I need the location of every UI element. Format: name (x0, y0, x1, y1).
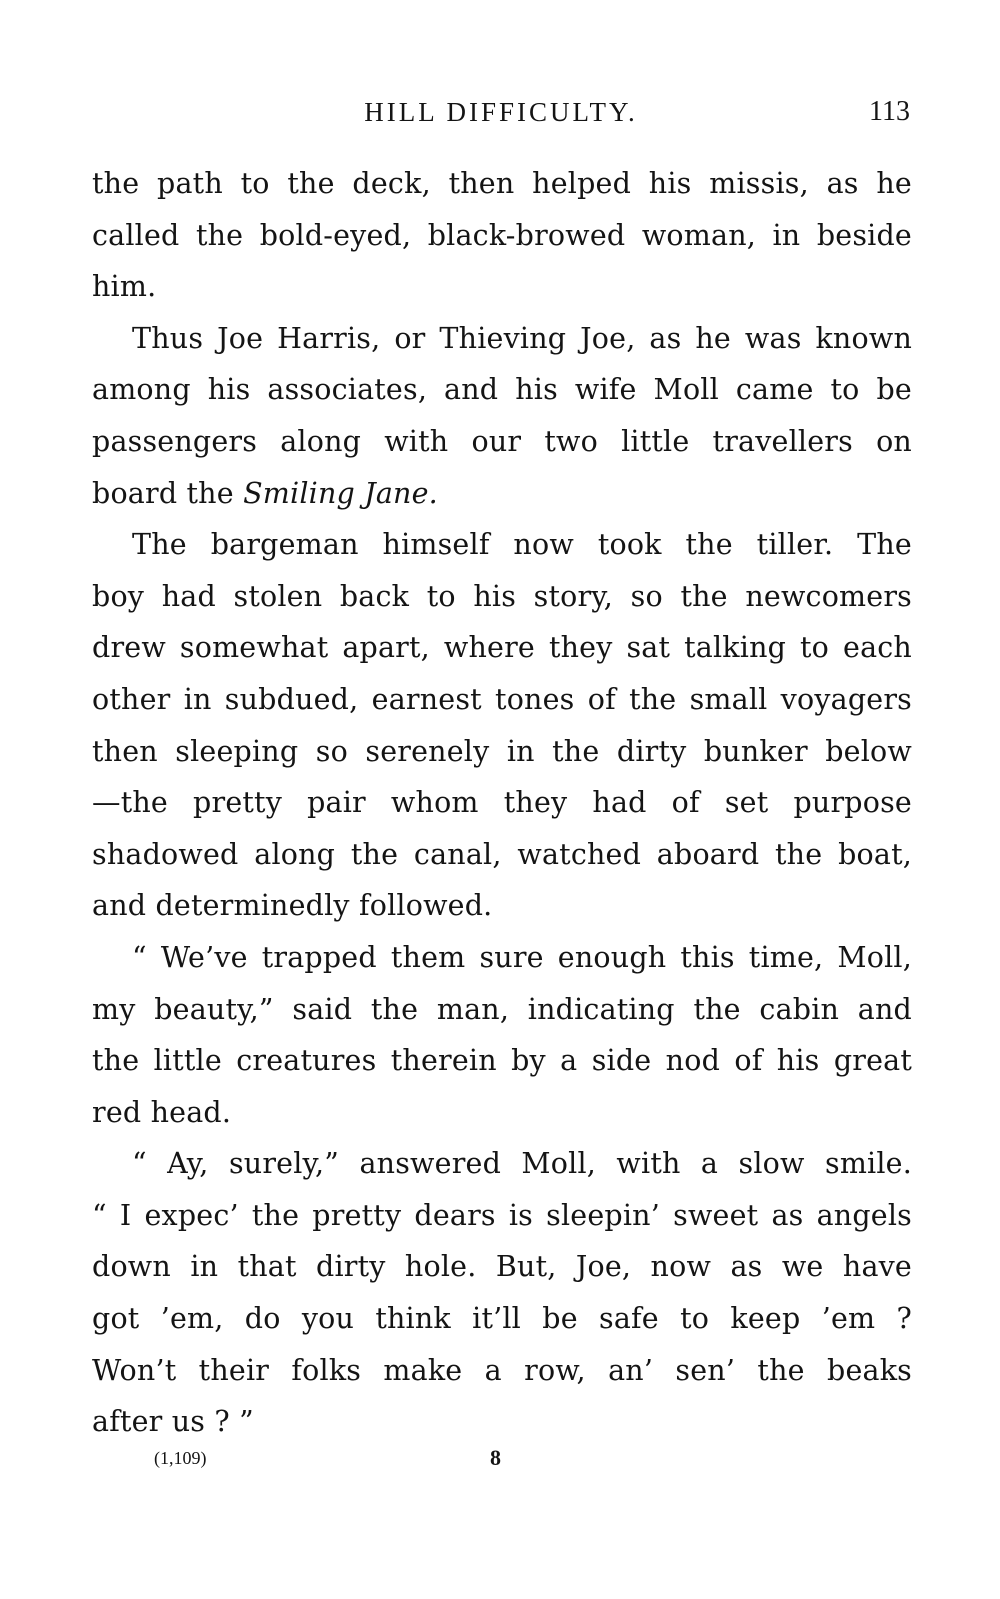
text-line: shadowed along the canal, watched aboard the boat, (92, 837, 912, 871)
text-line: down in that dirty hole. But, Joe, now as we have (92, 1250, 912, 1284)
signature-mark: 8 (490, 1445, 501, 1470)
text-line: “ I expec’ the pretty dears is sleepin’ sweet as angels (92, 1198, 912, 1232)
text-line: him. (92, 270, 157, 304)
signature-row (92, 1438, 910, 1478)
page-number: 113 (869, 96, 910, 127)
body-text (92, 158, 912, 1448)
text-line: got ’em, do you think it’ll be safe to keep ’em ? (92, 1302, 912, 1336)
text-line: other in subdued, earnest tones of the small voyagers (92, 682, 912, 716)
text-line: the little creatures therein by a side nod of his great (92, 1044, 912, 1078)
text-line: and determinedly followed. (92, 889, 493, 923)
text-line (92, 468, 912, 520)
text-line: my beauty,” said the man, indicating the cabin and (92, 992, 912, 1026)
text-line: after us ? ” (92, 1405, 254, 1439)
text-line: passengers along with our two little travellers on (92, 424, 912, 458)
text-line: —the pretty pair whom they had of set purpose (92, 786, 912, 820)
running-title: HILL DIFFICULTY. (364, 97, 638, 127)
text-line: “ We’ve trapped them sure enough this time, Moll, (132, 940, 912, 974)
text-line: The bargeman himself now took the tiller. The (132, 528, 912, 562)
text-line: Thus Joe Harris, or Thieving Joe, as he was known (132, 321, 912, 355)
text-line: among his associates, and his wife Moll came to be (92, 373, 912, 407)
text-line: Won’t their folks make a row, an’ sen’ the beaks (92, 1353, 912, 1387)
text-line: drew somewhat apart, where they sat talking to each (92, 631, 912, 665)
text-line: then sleeping so serenely in the dirty bunker below (92, 734, 912, 768)
text-line: boy had stolen back to his story, so the newcomers (92, 579, 912, 613)
text-line: called the bold-eyed, black-browed woman, in beside (92, 218, 912, 252)
text-line: the path to the deck, then helped his missis, as he (92, 167, 912, 200)
text-line: “ Ay, surely,” answered Moll, with a slow smile. (132, 1147, 912, 1181)
printer-code: (1,109) (154, 1448, 207, 1468)
running-head (92, 92, 910, 132)
boat-name: Smiling Jane. (243, 476, 438, 510)
text-segment: board the (92, 476, 244, 510)
text-line: red head. (92, 1095, 232, 1129)
